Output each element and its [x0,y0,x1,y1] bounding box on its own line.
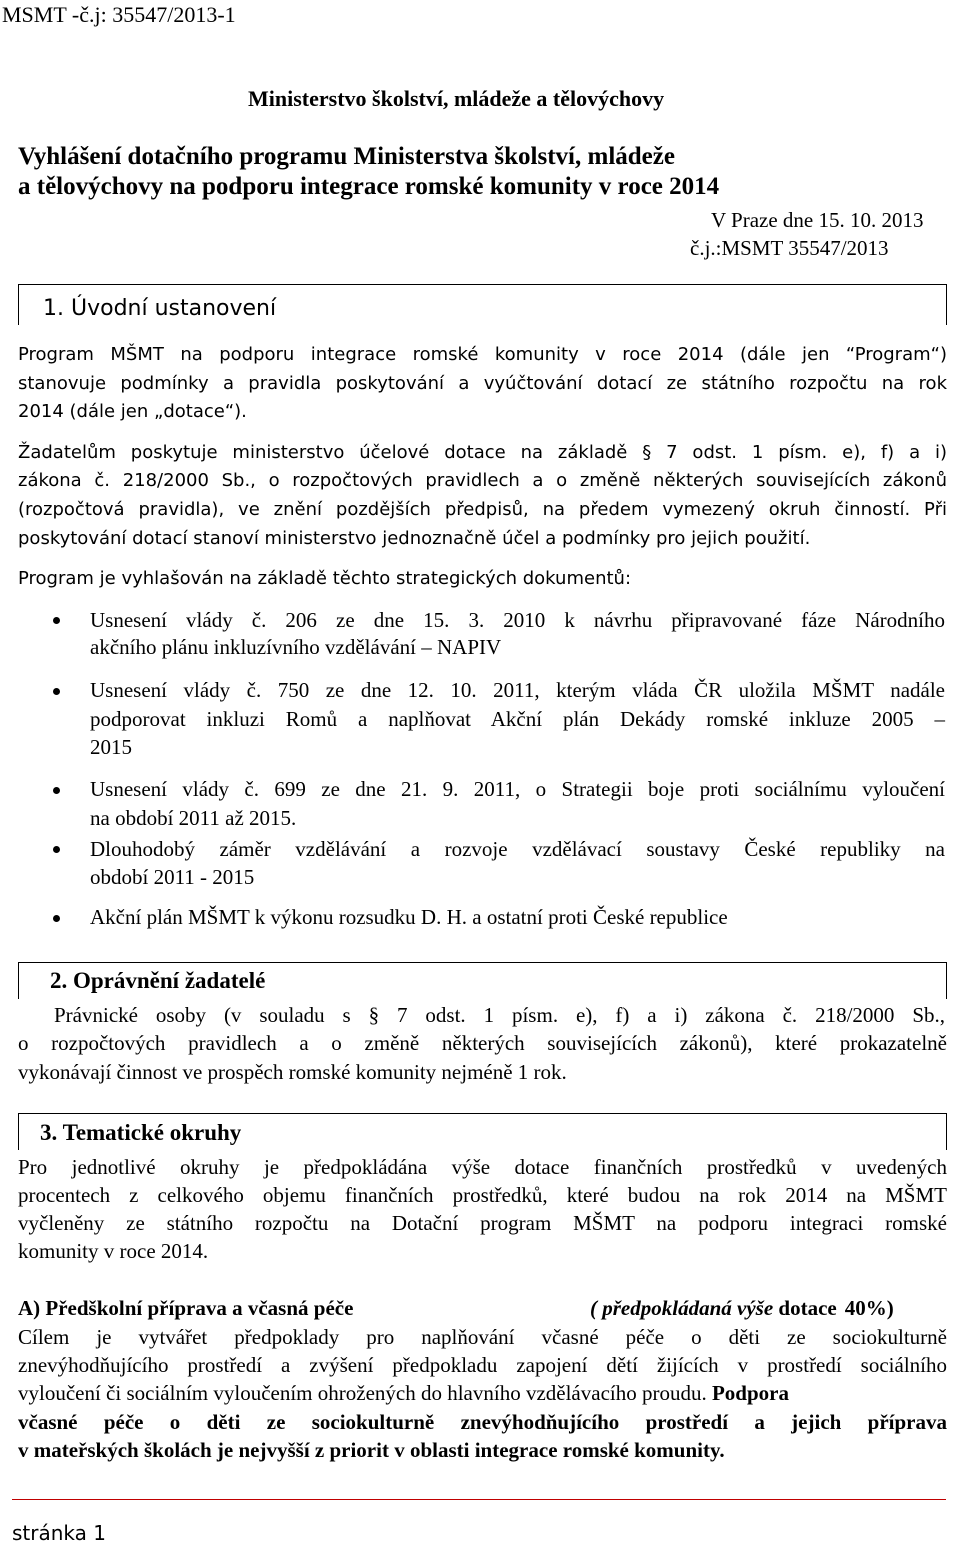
section-2-heading: 2. Oprávnění žadatelé [50,968,266,993]
strategic-document-item: na období 2011 až 2015. [90,806,297,830]
ministry-name: Ministerstvo školství, mládeže a tělovýchovy [248,86,665,111]
subsection-a-line: znevýhodňujícího prostředí a zvýšení předpokladu zapojení dětí žijících v prostředí sociálního [18,1353,947,1377]
subsection-a-bold-line: v mateřských školách je nejvyšší z priorit v oblasti integrace romské komunity. [18,1438,725,1462]
strategic-document-item: podporovat inkluzi Romů a naplňovat Akční plán Dekády romské inkluze 2005 – [90,707,945,731]
bullet-icon [53,787,60,794]
subsection-a-line: Cílem je vytvářet předpoklady pro naplňování včasné péče o děti ze sociokulturně [18,1325,947,1349]
page-number: stránka 1 [12,1521,106,1545]
strategic-document-item: Dlouhodobý záměr vzdělávání a rozvoje vzdělávací soustavy České republiky na [90,837,945,861]
subsection-a-line-text: vyloučení či sociálním vyloučením ohrožených do hlavního vzdělávacího proudu. [18,1381,707,1405]
bullet-icon [53,617,60,624]
pct-label: dotace [773,1296,837,1320]
document-title-line-1: Vyhlášení dotačního programu Ministerstva školství, mládeže [18,143,675,170]
bullet-icon [53,915,60,922]
section-3-line: Pro jednotlivé okruhy je předpokládána výše dotace finančních prostředků v uvedených [18,1155,947,1179]
subsection-a-bold-line: včasné péče o děti ze sociokulturně znevýhodňujícího prostředí a jejich příprava [18,1410,947,1434]
strategic-document-item: Akční plán MŠMT k výkonu rozsudku D. H. a ostatní proti České republice [90,905,728,929]
section-3-heading: 3. Tematické okruhy [40,1120,242,1145]
section-1-paragraph-2-line: (rozpočtová pravidla), ve znění pozdějších předpisů, na předem vymezený okruh činností. Při [18,499,947,520]
section-3-line: procentech z celkového objemu finančních prostředků, které budou na rok 2014 na MŠMT [18,1183,947,1207]
subsection-a-bold-start: Podpora [706,1381,789,1405]
section-1-paragraph-2-line: poskytování dotací stanoví ministerstvo jednoznačně účel a podmínky pro jejich použití. [18,528,811,549]
document-date: V Praze dne 15. 10. 2013 [711,208,924,232]
pct-open: ( [590,1296,597,1320]
section-1-heading: 1. Úvodní ustanovení [43,296,277,321]
subsection-a-percentage [590,1296,894,1321]
strategic-document-item: 2015 [90,735,132,759]
footer-rule [12,1499,946,1500]
strategic-document-item: období 2011 - 2015 [90,865,255,889]
section-2-line: vykonávají činnost ve prospěch romské komunity nejméně 1 rok. [18,1060,567,1084]
strategic-document-item: akčního plánu inkluzívního vzdělávání – NAPIV [90,635,502,659]
subsection-a-title: A) Předškolní příprava a včasná péče [18,1296,354,1320]
section-1-paragraph-1-line: 2014 (dále jen „dotace“). [18,401,247,422]
section-1-paragraph-1-line: Program MŠMT na podporu integrace romské komunity v roce 2014 (dále jen “Program“) [18,344,947,365]
section-1-paragraph-2-line: zákona č. 218/2000 Sb., o rozpočtových pravidlech a o změně některých souvisejících zákonů [18,470,947,491]
document-cj: č.j.:MSMT 35547/2013 [690,236,889,260]
section-3-line: vyčleněny ze státního rozpočtu na Dotační program MŠMT na podporu integraci romské [18,1211,947,1235]
pct-italic: předpokládaná výše [597,1296,774,1320]
subsection-a-line [18,1381,947,1406]
document-title-line-2: a tělovýchovy na podporu integrace romské komunity v roce 2014 [18,173,720,200]
strategic-document-item: Usnesení vlády č. 699 ze dne 21. 9. 2011, o Strategii boje proti sociálnímu vyloučení [90,777,945,801]
pct-value: 40%) [844,1296,894,1320]
section-1-paragraph-1-line: stanovuje podmínky a pravidla poskytování a vyúčtování dotací ze státního rozpočtu na rok [18,373,947,394]
section-2-line: Právnické osoby (v souladu s § 7 odst. 1 písm. e), f) a i) zákona č. 218/2000 Sb., [54,1003,945,1027]
strategic-document-item: Usnesení vlády č. 206 ze dne 15. 3. 2010 k návrhu připravované fáze Národního [90,608,945,632]
section-1-paragraph-2-line: Žadatelům poskytuje ministerstvo účelové dotace na základě § 7 odst. 1 písm. e), f) a i) [18,442,947,463]
bullet-icon [53,688,60,695]
document-reference: MSMT -č.j: 35547/2013-1 [2,2,236,27]
section-1-paragraph-3: Program je vyhlašován na základě těchto strategických dokumentů: [18,568,632,589]
section-3-line: komunity v roce 2014. [18,1239,209,1263]
section-2-line: o rozpočtových pravidlech a o změně některých souvisejících zákonů), které prokazatelně [18,1031,947,1055]
bullet-icon [53,846,60,853]
strategic-document-item: Usnesení vlády č. 750 ze dne 12. 10. 2011, kterým vláda ČR uložila MŠMT nadále [90,678,945,702]
